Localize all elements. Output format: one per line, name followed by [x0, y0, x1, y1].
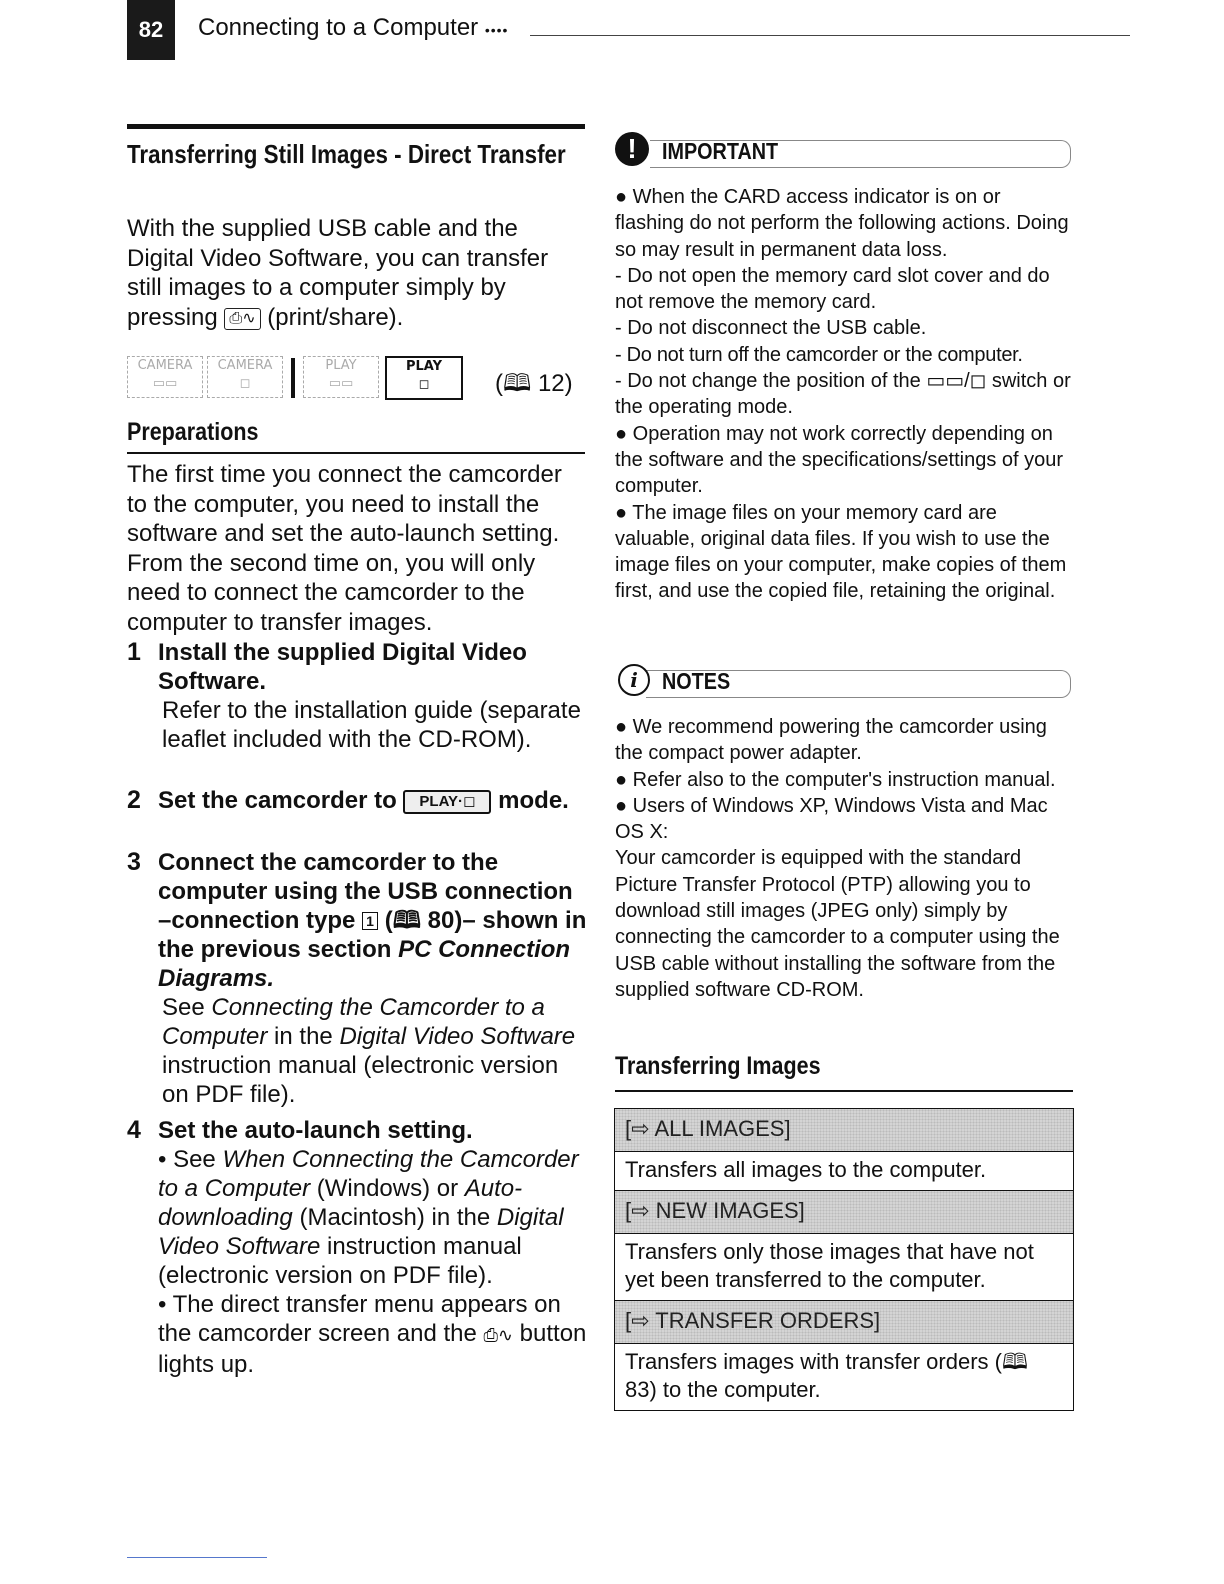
step-heading: Set the auto-launch setting.: [158, 1117, 473, 1144]
page-number: 82: [127, 0, 175, 60]
list-item: ● We recommend powering the camcorder using the compact power adapter.: [615, 716, 1047, 765]
intro-paragraph: With the supplied USB cable and the Digital Video Software, you can transfer still images to a computer simply by pressing ⎙∿ (print/share).: [127, 215, 549, 331]
list-item: - Do not open the memory card slot cover and do not remove the memory card.: [615, 264, 1050, 314]
step-heading: Install the supplied Digital Video Software.: [158, 639, 527, 695]
page-reference: (🕮 12): [495, 370, 573, 397]
transfer-option-description: Transfers images with transfer orders (🕮 83) to the computer.: [625, 1349, 1028, 1402]
list-item: Your camcorder is equipped with the standard Picture Transfer Protocol (PTP) allowing you to download still images (JPEG only) simply by connecting the camcorder to a computer using the USB cable without installing the software from the supplied software CD-ROM.: [615, 847, 1060, 1001]
step-heading: Connect the camcorder to the computer using the USB connection –connection type 1 (🕮 80)– shown in the previous section PC Connection Diagrams.: [158, 849, 587, 992]
print-share-icon: ⎙∿: [224, 308, 260, 330]
section-title: Transferring Still Images - Direct Transfer: [127, 139, 566, 169]
step-body: See Connecting the Camcorder to a Computer in the Digital Video Software instruction manual (electronic version on PDF file).: [162, 994, 576, 1108]
connection-type-icon: 1: [362, 912, 378, 930]
list-item: ● Operation may not work correctly depending on the software and the specifications/settings of your computer.: [615, 422, 1064, 498]
notes-title: NOTES: [662, 668, 731, 694]
step-heading: Set the camcorder to PLAY·◻ mode.: [158, 787, 569, 814]
step-body: Refer to the installation guide (separate leaflet included with the CD-ROM).: [162, 697, 581, 753]
important-list: [615, 184, 1075, 605]
preparations-title: Preparations: [127, 418, 259, 446]
step-2: [127, 786, 587, 815]
mode-camera-tape: CAMERA ▭▭: [127, 356, 203, 398]
transfer-option-header: [⇨ NEW IMAGES]: [615, 1190, 1073, 1234]
transfer-option-description: Transfers only those images that have not yet been transferred to the computer.: [625, 1239, 1034, 1292]
step-bullet: • See When Connecting the Camcorder to a Computer (Windows) or Auto-downloading (Macintosh) in the Digital Video Software instruction manual (electronic version on PDF file).: [158, 1146, 579, 1289]
step-number: 1: [127, 638, 141, 666]
mode-play-tape: PLAY ▭▭: [303, 356, 379, 398]
important-title: IMPORTANT: [662, 138, 779, 164]
mode-separator: [291, 358, 295, 398]
transfer-option-description: Transfers all images to the computer.: [625, 1157, 987, 1182]
step-bullet: • The direct transfer menu appears on the camcorder screen and the ⎙∿ button lights up.: [158, 1291, 587, 1378]
header-rule: [530, 35, 1130, 36]
section-rule: [127, 124, 585, 129]
list-item: ● Refer also to the computer's instruction manual.: [615, 768, 1056, 791]
preparations-rule: [127, 452, 585, 454]
preparations-text: The first time you connect the camcorder to the computer, you need to install the software and set the auto-launch setting. From the second time on, you will only need to connect the camcorder to the computer to transfer images.: [127, 461, 562, 636]
step-3: [127, 848, 587, 1109]
list-item: ● The image files on your memory card are valuable, original data files. If you wish to use the image files on your computer, make copies of them first, and use the copied file, retaining the original.: [615, 501, 1067, 603]
footer-rule: [127, 1557, 267, 1558]
transferring-images-title: Transferring Images: [615, 1052, 821, 1080]
list-item: - Do not change the position of the ▭▭/◻ switch or the operating mode.: [615, 370, 1071, 419]
notes-list: [615, 714, 1075, 1003]
list-item: - Do not disconnect the USB cable.: [615, 317, 927, 340]
mode-indicator-row: [127, 354, 587, 402]
play-card-mode-badge: PLAY·◻: [403, 790, 491, 814]
step-number: 2: [127, 786, 141, 814]
list-item: ● Users of Windows XP, Windows Vista and Mac OS X:: [615, 794, 1048, 844]
mode-play-card: PLAY ◻: [385, 356, 463, 400]
info-icon: i: [618, 664, 650, 696]
mode-camera-card: CAMERA ◻: [207, 356, 283, 398]
important-icon: !: [615, 132, 649, 166]
step-number: 4: [127, 1116, 141, 1144]
list-item: ● When the CARD access indicator is on or flashing do not perform the following actions. Doing so may result in permanent data loss.: [615, 186, 1069, 261]
list-item: - Do not turn off the camcorder or the computer.: [615, 343, 1023, 366]
chapter-title: Connecting to a Computer ••••: [198, 14, 509, 41]
transferring-images-rule: [615, 1090, 1073, 1092]
step-number: 3: [127, 848, 141, 876]
transfer-option-header: [⇨ TRANSFER ORDERS]: [615, 1300, 1073, 1344]
step-4: [127, 1116, 587, 1379]
step-1: [127, 638, 587, 754]
transfer-option-header: [⇨ ALL IMAGES]: [615, 1109, 1073, 1152]
transfer-options-table: [614, 1108, 1074, 1411]
print-share-icon: ⎙∿: [483, 1325, 513, 1345]
